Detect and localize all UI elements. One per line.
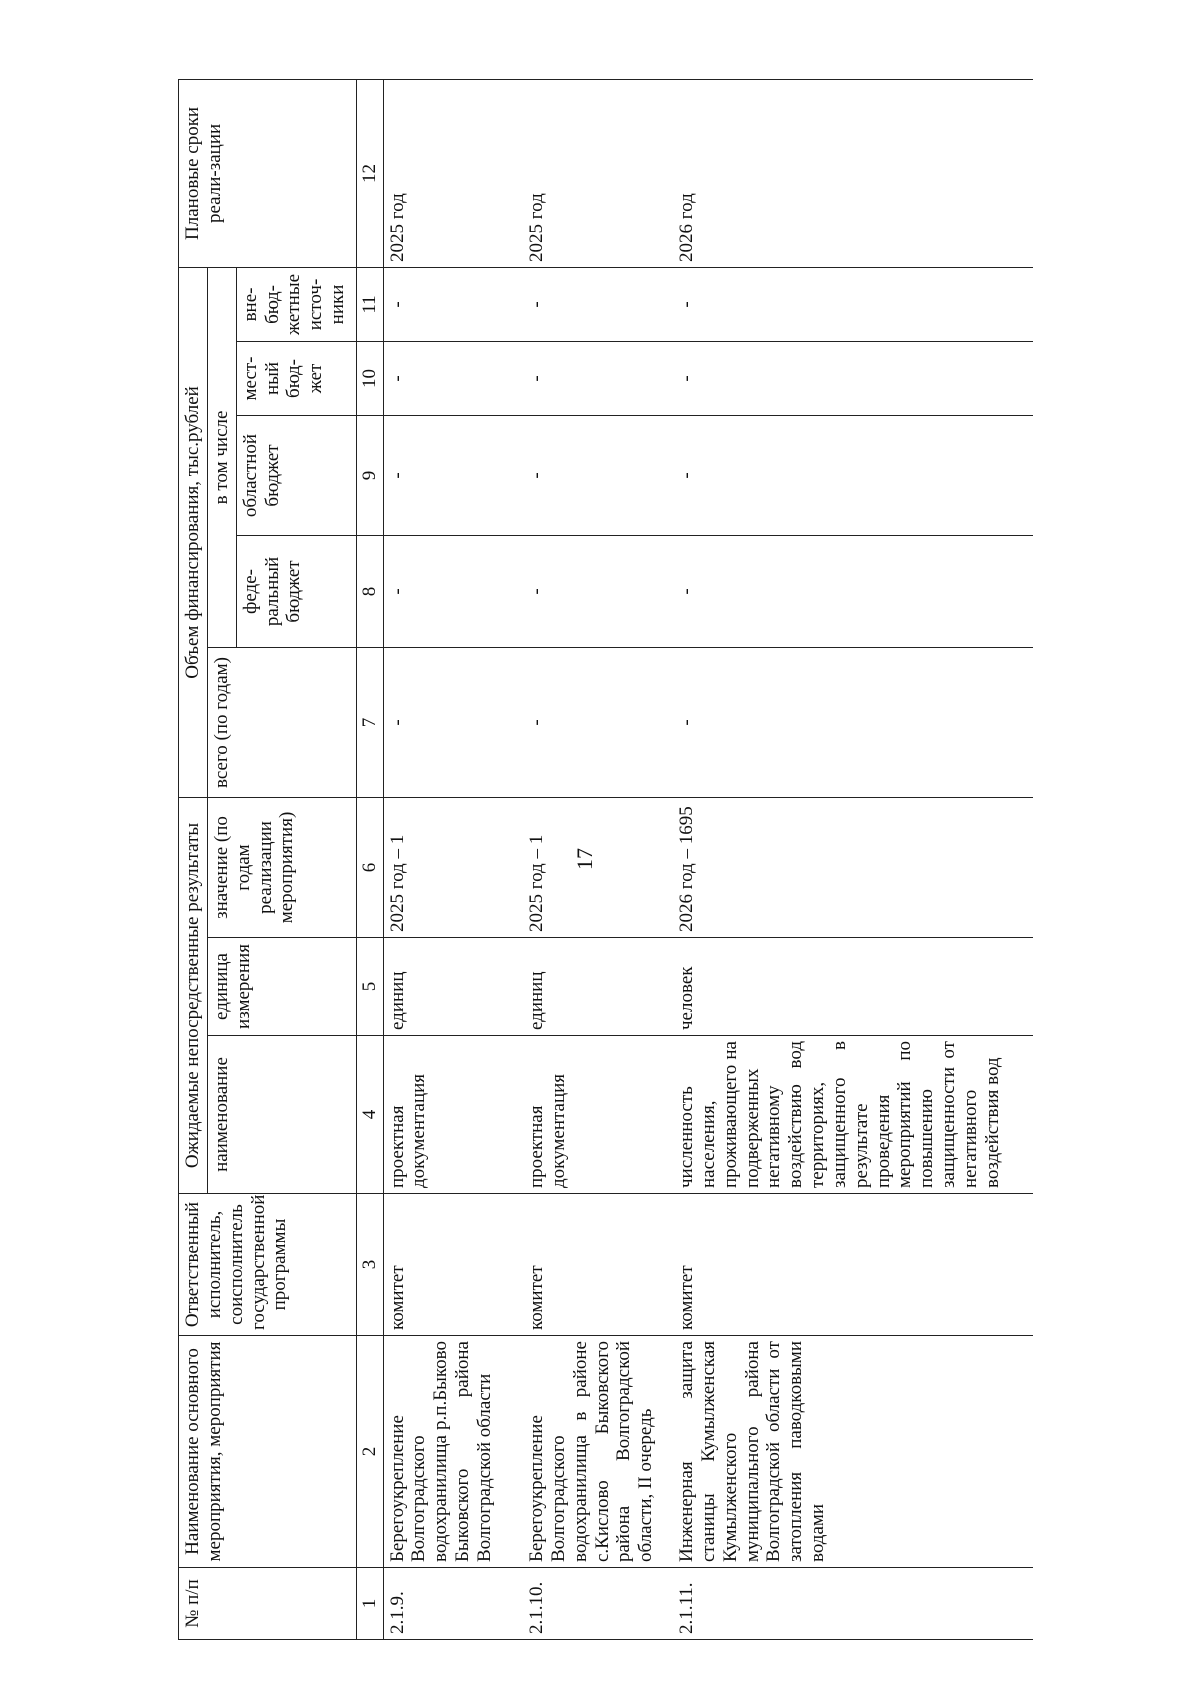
row-event-name: Берегоукрепление Волгоградского водохранилища в районе с.Кислово Быковского района Волгоградской области, II очередь — [523, 1336, 673, 1568]
index-cell: 12 — [356, 79, 383, 267]
row-regional: - — [673, 415, 1033, 535]
row-executor: комитет — [673, 1194, 1033, 1336]
index-cell: 9 — [356, 415, 383, 535]
row-total: - — [673, 647, 1033, 797]
header-result-name: наименование — [207, 1036, 356, 1194]
program-table — [178, 79, 1033, 1640]
header-extra: вне-бюд-жетные источ-ники — [236, 267, 356, 341]
index-cell: 7 — [356, 647, 383, 797]
row-total: - — [523, 647, 673, 797]
row-value: 2026 год – 1695 — [673, 797, 1033, 937]
index-cell: 8 — [356, 535, 383, 647]
row-extra: - — [383, 267, 523, 341]
header-value: значение (по годам реализации мероприятия) — [207, 797, 356, 937]
row-executor: комитет — [523, 1194, 673, 1336]
row-executor: комитет — [383, 1194, 523, 1336]
row-term: 2026 год — [673, 79, 1033, 267]
header-executor: Ответственный исполнитель, соисполнитель государственной программы — [179, 1194, 357, 1336]
header-total: всего (по годам) — [207, 647, 356, 797]
row-regional: - — [383, 415, 523, 535]
index-cell: 11 — [356, 267, 383, 341]
index-cell: 6 — [356, 797, 383, 937]
row-result-name: численность населения, проживающего на подверженных негативному воздействию вод территориях, защищенного в результате проведения мероприятий по повышению защищенности от негативного воздействия вод — [673, 1036, 1033, 1194]
row-event-name: Инженерная защита станицы Кумылженская Кумылженского муниципального района Волгоградской области от затопления паводковыми водами — [673, 1336, 1033, 1568]
row-value: 2025 год – 1 — [523, 797, 673, 937]
table-row — [523, 79, 673, 1639]
table-row — [383, 79, 523, 1639]
row-extra: - — [673, 267, 1033, 341]
index-cell: 3 — [356, 1194, 383, 1336]
row-value: 2025 год – 1 — [383, 797, 523, 937]
row-unit: единиц — [523, 938, 673, 1036]
header-unit: единица измерения — [207, 938, 356, 1036]
rotated-table-sheet — [178, 80, 1200, 1640]
row-local: - — [673, 341, 1033, 415]
header-financing-group: Объем финансирования, тыс.рублей — [179, 267, 208, 797]
header-including: в том числе — [207, 267, 236, 647]
index-cell: 4 — [356, 1036, 383, 1194]
page-number: 17 — [572, 848, 597, 870]
row-local: - — [523, 341, 673, 415]
row-federal: - — [523, 535, 673, 647]
row-result-name: проектная документация — [523, 1036, 673, 1194]
row-regional: - — [523, 415, 673, 535]
header-event-name: Наименование основного мероприятия, мероприятия — [179, 1336, 357, 1568]
row-term: 2025 год — [523, 79, 673, 267]
row-local: - — [383, 341, 523, 415]
row-extra: - — [523, 267, 673, 341]
row-term: 2025 год — [383, 79, 523, 267]
row-num: 2.1.11. — [673, 1568, 1033, 1640]
row-num: 2.1.9. — [383, 1568, 523, 1640]
row-federal: - — [383, 535, 523, 647]
row-num: 2.1.10. — [523, 1568, 673, 1640]
index-cell: 2 — [356, 1336, 383, 1568]
row-result-name: проектная документация — [383, 1036, 523, 1194]
header-num: № п/п — [179, 1568, 357, 1640]
index-cell: 1 — [356, 1568, 383, 1640]
header-local: мест-ный бюд-жет — [236, 341, 356, 415]
row-federal: - — [673, 535, 1033, 647]
index-cell: 10 — [356, 341, 383, 415]
header-results-group: Ожидаемые непосредственные результаты — [179, 797, 208, 1193]
table-row — [673, 79, 1033, 1639]
column-index-row — [356, 79, 383, 1639]
row-event-name: Берегоукрепление Волгоградского водохранилища р.п.Быково Быковского района Волгоградской области — [383, 1336, 523, 1568]
header-planned-terms: Плановые сроки реали-зации — [179, 79, 357, 267]
index-cell: 5 — [356, 938, 383, 1036]
header-federal: феде-ральный бюджет — [236, 535, 356, 647]
header-regional: областной бюджет — [236, 415, 356, 535]
row-unit: человек — [673, 938, 1033, 1036]
row-total: - — [383, 647, 523, 797]
row-unit: единиц — [383, 938, 523, 1036]
